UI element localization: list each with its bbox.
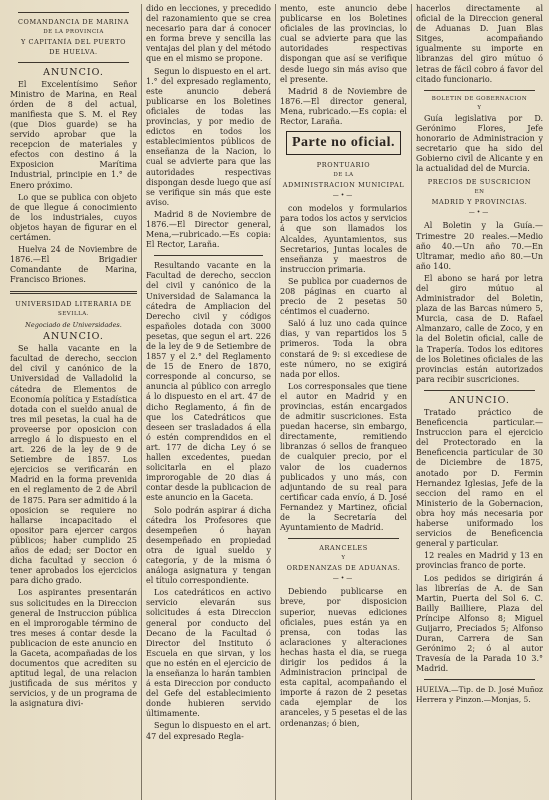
header-prontuario: PRONTUARIO: [316, 161, 371, 170]
paragraph: dido en lecciones, y precedido del razonamiento que se crea necesario para dar á conocer en forma breve y sencilla las ventajas del plan y del método que en el mismo se propone.: [146, 4, 271, 64]
paragraph: Solo podrán aspirar á dicha cátedra los Profesores que desempeñen ó hayan desempeñado en propiedad otra de igual sueldo y categoría, y de la misma ó análoga asignatura y tengan el título correspondiente.: [146, 505, 271, 586]
printer-imprint: HUELVA.—Tip. de D. José Muñoz Herrera y Pinzon.—Monjas, 5.: [416, 685, 543, 704]
section-banner: Parte no oficial.: [286, 131, 401, 155]
divider: [10, 291, 137, 294]
divider: [424, 90, 535, 91]
header-org: COMANDANCIA DE MARINA: [17, 18, 130, 26]
divider: [424, 390, 535, 391]
header-sub: Y: [341, 554, 346, 561]
paragraph: El Excelentísimo Señor Ministro de Marina, en Real órden de 8 del actual, manifiesta que S. M. el Rey (que Dios guarde) se ha servido aprobar que la recepcion de materiales y efectos con destino á la Exposicion Marítima Industrial, principie en 1.° de Enero próximo.: [10, 79, 137, 190]
header-university-city: SEVILLA.: [58, 310, 89, 317]
header-sub: DE LA PROVINCIA: [43, 28, 104, 35]
paragraph: con modelos y formularios para todos los actos y servicios á que son llamados los Alcaldes, Ayuntamientos, sus Secretarios, Juntas locales de enseñanza y maestros de instruccion primaria.: [280, 204, 407, 274]
paragraph: Guía legislativa por D. Gerónimo Flores, Jefe honorario de Administracion y secretario que ha sido del Gobierno civil de Alicante y en la actualidad del de Murcia.: [416, 113, 543, 174]
signature: Huelva 24 de Noviembre de 1876.—El Brigadier Comandante de Marina, Francisco Briones.: [10, 245, 137, 285]
paragraph: mento, este anuncio debe publicarse en los Boletines oficiales de las provincias, lo cual se advierte para que las autoridades respectivas dispongan que así se verifique desde luego sin más aviso que el presente.: [280, 4, 407, 84]
paragraph: hacerlos directamente al oficial de la Direccion general de Aduanas D. Juan Blas Sitges, acompañando igualmente su importe en libranzas del giro mútuo ó letras de fácil cobro á favor del citado funcionario.: [416, 4, 543, 84]
section-title: ANUNCIO.: [449, 394, 510, 406]
paragraph: Resultando vacante en la Facultad de derecho, seccion del civil y canónico de la Universidad de Salamanca la cátedra de Ampliacion del Derecho civil y códigos españoles dotada con 3000 pesetas, que segun el art. 226 de la ley de 9 de Setiembre de 1857 y el 2.° del Reglamento de 15 de Enero de 1870, corresponde al concurso, se anuncia al público con arreglo á lo dispuesto en el art. 47 de dicho Reglamento, á fin de que los Catedráticos que deseen ser trasladados á ella ó estén comprendidos en el art. 177 de dicha Ley ó se hallen excedentes, puedan solicitarla en el plazo improrogable de 20 dias á contar desde la publicacion de este anuncio en la Gaceta.: [146, 261, 271, 503]
header-university: UNIVERSIDAD LITERARIA DE: [15, 300, 132, 309]
divider: [18, 62, 129, 63]
header-org: ADMINISTRACION MUNICIPAL: [282, 180, 405, 189]
header-sub: Y: [477, 104, 482, 111]
ornament-divider: —•—: [332, 575, 355, 583]
header-aranceles: ARANCELES: [319, 544, 368, 553]
paragraph: El abono se hará por letra del giro mútuo al Administrador del Boletin, plaza de las Barcas número 5, Murcia, casa de D. Rafael Almanzaro, calle de Zoco, y en la del Boletin oficial, calle de la Trapería. Todos los editores de los Boletines oficiales de las provincias están autorizados para recibir suscriciones.: [416, 273, 543, 384]
paragraph: Los catedráticos en activo servicio elevarán sus solicitudes á esta Direccion general por conducto del Decano de la Facultad ó Director del Instituto ó Escuela en que sirvan, y los que no estén en el ejercicio de la enseñanza lo harán tambien á esta Direccion por conducto del Gefe del establecimiento donde hubieren servido últimamente.: [146, 588, 271, 719]
paragraph: Al Boletin y la Guía.—Trimestre 20 reales.—Medio año 40.—Un año 70.—En Ultramar, medio año 80.—Un año 140.: [416, 221, 543, 271]
paragraph: Se publica por cuadernos de 208 páginas en cuarto al precio de 2 pesetas 50 céntimos el cuaderno.: [280, 276, 407, 317]
ornament-divider: —•—: [468, 209, 491, 217]
section-title: ANUNCIO.: [43, 66, 104, 78]
paragraph: Lo que se publica con objeto de que llegue á conocimiento de los industriales, cuyos objetos hayan de figurar en el certámen.: [10, 192, 137, 242]
paragraph: Segun lo dispuesto en el art. 1.° del expresado reglamento, este anuncio deberá publicarse en los Boletines oficiales de todas las provincias, y por medio de edictos en todos los establecimientos públicos de enseñanza de la Nacion, lo cual se advierte para que las autoridades respectivas dispongan desde luego que así se verifique sin más que este aviso.: [146, 66, 271, 207]
paragraph: Los pedidos se dirigirán á las librerías de A. de San Martin, Puerta del Sol 6. C. Bailly Bailliere, Plaza del Príncipe Alfonso 8; Miguel Guijarro, Preciados 5; Alfonso Duran, Carrera de San Gerónimo 2; ó al autor Travesía de la Parada 10 3.° Madrid.: [416, 573, 543, 674]
header-precios: PRECIOS DE SUSCRICION: [427, 178, 532, 187]
column-1: [6, 4, 142, 800]
header-port: Y CAPITANÍA DEL PUERTO: [20, 37, 127, 46]
section-title: ANUNCIO.: [43, 331, 104, 343]
paragraph: Debiendo publicarse en breve, por disposicion superior, nuevas ediciones oficiales, pues están ya en prensa, con todas las aclaraciones y alteraciones hechas hasta el dia, se ruega dirigir los pedidos á la Administracion principal de esta capital, acompañando el importe á razon de 2 pesetas cada ejemplar de los aranceles, y 5 pesetas el de las ordenanzas; ó bien,: [280, 587, 407, 728]
header-city: DE HUELVA.: [49, 48, 98, 56]
header-sub: DE LA: [333, 171, 354, 178]
signature: Madrid 8 de Noviembre de 1876.—El director general, Mena, rubricado.—Es copia: el Rector, Laraña.: [280, 86, 407, 127]
column-2: [142, 4, 276, 800]
header-org: ORDENANZAS DE ADUANAS.: [286, 563, 401, 572]
divider: [424, 679, 535, 680]
divider: [288, 538, 399, 539]
signature: Madrid 8 de Noviembre de 1876.—El Director general, Mena,—rubricado.—Es copia: El Rector, Laraña.: [146, 209, 271, 250]
divider: [154, 255, 263, 256]
paragraph: Segun lo dispuesto en el art. 47 del expresado Regla-: [146, 721, 271, 741]
columns: [6, 4, 545, 800]
paragraph: Tratado práctico de Beneficencia particular.—Instruccion para el ejercicio del Protectorado en la Beneficencia particular de 30 de Diciembre de 1875, anotado por D. Fermin Hernandez Iglesias, Jefe de la seccion del ramo en el Ministerio de la Gobernacion, obra hoy más necesaria por haberse uniformado los servicios de Beneficencia general y particular.: [416, 408, 543, 549]
column-3: [276, 4, 412, 800]
paragraph: Saló á luz uno cada quince dias, y van repartidos los 5 primeros. Toda la obra constará de 9: si excediese de este número, no se exigirá nada por ellos.: [280, 319, 407, 379]
ornament-divider: —•—: [332, 192, 355, 200]
column-4: [412, 4, 547, 800]
paragraph: 12 reales en Madrid y 13 en provincias franco de porte.: [416, 551, 543, 571]
paragraph: Se halla vacante en la facultad de derecho, seccion del civil y canónico de la Universidad de Valladolid la cátedra de Elementos de Economía política y Estadística dotada con el sueldo anual de tres mil pesetas, la cual ha de proveerse por oposicion con arreglo á lo dispuesto en el art. 226 de la ley de 9 de Setiembre de 1857. Los ejercicios se verificarán en Madrid en la forma prevenida en el reglamento de 2 de Abril de 1875. Para ser admitido á la oposicion se requiere no hallarse incapacitado el opositor para ejercer cargos públicos; haber cumplido 25 años de edad; ser Doctor en dicha facultad y seccion ó tener aprobados los ejercicios para dicho grado.: [10, 344, 137, 586]
divider: [18, 12, 129, 13]
paragraph: Los corresponsales que tiene el autor en Madrid y en provincias, están encargados de admitir suscriciones. Esta puedan hacerse, sin embargo, directamente, remitiendo libranzas ó sellos de franqueo de cualquier precio, por el valor de los cuadernos publicados y uno más, con adjuntando de su real para certificar cada envío, á D. José Fernandez y Martinez, oficial de la Secretaría del Ayuntamiento de Madrid.: [280, 381, 407, 533]
header-sub: EN: [474, 188, 485, 195]
header-department: Negociado de Universidades.: [25, 320, 122, 329]
paragraph: Los aspirantes presentarán sus solicitudes en la Direccion general de Instruccion pública en el improrogable término de tres meses á contar desde la publicacion de este anuncio en la Gaceta, acompañadas de los documentos que acrediten su aptitud legal, de una relacion justificada de sus méritos y servicios, y de un programa de la asignatura divi-: [10, 588, 137, 709]
header-org: MADRID Y PROVINCIAS.: [431, 197, 528, 206]
header-boletin: BOLETIN DE GOBERNACION: [431, 95, 528, 102]
